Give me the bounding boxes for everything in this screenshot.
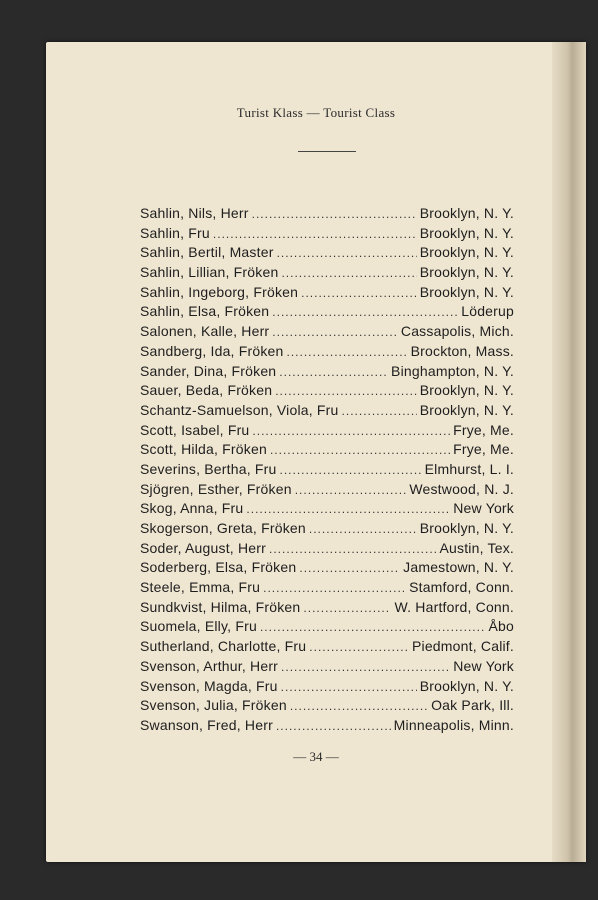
- list-item: [140, 540, 514, 560]
- leader-dots: [252, 207, 417, 221]
- passenger-destination: Elmhurst, L. I.: [424, 460, 514, 477]
- passenger-name: Sutherland, Charlotte, Fru: [140, 638, 307, 655]
- list-item: [140, 658, 514, 678]
- passenger-name: Sahlin, Nils, Herr: [140, 205, 249, 221]
- passenger-name: Steele, Emma, Fru: [140, 579, 261, 596]
- list-item: [140, 363, 514, 383]
- leader-dots: [269, 542, 437, 556]
- leader-dots: [276, 719, 391, 733]
- passenger-destination: Brooklyn, N. Y.: [419, 401, 514, 418]
- leader-dots: [301, 286, 417, 300]
- passenger-name: Svenson, Arthur, Herr: [140, 657, 279, 674]
- list-item: [140, 441, 514, 461]
- leader-dots: [281, 680, 417, 694]
- passenger-destination: Brooklyn, N. Y.: [419, 283, 514, 300]
- list-item: [140, 205, 514, 225]
- passenger-name: Sjögren, Esther, Fröken: [140, 480, 292, 497]
- passenger-destination: Åbo: [488, 618, 514, 635]
- list-item: [140, 323, 514, 343]
- leader-dots: [281, 266, 416, 280]
- list-item: [140, 244, 514, 264]
- leader-dots: [303, 601, 391, 615]
- page-gutter: [552, 42, 586, 862]
- passenger-destination: W. Hartford, Conn.: [394, 598, 514, 615]
- list-item: [140, 264, 514, 284]
- leader-dots: [213, 227, 417, 241]
- passenger-name: Swanson, Fred, Herr: [140, 716, 273, 733]
- list-item: [140, 717, 514, 737]
- passenger-destination: New York: [453, 657, 514, 674]
- passenger-destination: Frye, Me.: [453, 441, 514, 458]
- passenger-name: Skog, Anna, Fru: [140, 500, 244, 517]
- passenger-name: Skogerson, Greta, Fröken: [140, 520, 306, 536]
- passenger-name: Svenson, Magda, Fru: [140, 677, 278, 694]
- passenger-name: Scott, Isabel, Fru: [140, 421, 250, 438]
- passenger-destination: Frye, Me.: [453, 421, 514, 438]
- book-page: [46, 42, 586, 862]
- passenger-name: Suomela, Elly, Fru: [140, 618, 257, 635]
- passenger-name: Sahlin, Lillian, Fröken: [140, 264, 279, 281]
- passenger-destination: Cassapolis, Mich.: [400, 323, 514, 340]
- passenger-destination: Oak Park, Ill.: [431, 697, 514, 714]
- list-item: [140, 618, 514, 638]
- passenger-destination: Brooklyn, N. Y.: [419, 244, 514, 261]
- passenger-destination: Brooklyn, N. Y.: [419, 264, 514, 281]
- page-number: — 34 —: [293, 749, 339, 764]
- leader-dots: [252, 424, 450, 438]
- leader-dots: [277, 246, 417, 260]
- passenger-destination: Löderup: [461, 303, 514, 320]
- list-item: [140, 343, 514, 363]
- leader-dots: [272, 325, 398, 339]
- passenger-destination: Stamford, Conn.: [409, 579, 514, 596]
- leader-dots: [279, 463, 421, 477]
- leader-dots: [272, 305, 458, 319]
- list-item: [140, 461, 514, 481]
- list-item: [140, 520, 514, 540]
- passenger-name: Salonen, Kalle, Herr: [140, 323, 270, 340]
- list-item: [140, 225, 514, 245]
- passenger-name: Sahlin, Ingeborg, Fröken: [140, 283, 299, 300]
- list-item: [140, 678, 514, 698]
- leader-dots: [279, 365, 388, 379]
- passenger-name: Sandberg, Ida, Fröken: [140, 342, 284, 359]
- list-item: [140, 303, 514, 323]
- passenger-name: Scott, Hilda, Fröken: [140, 441, 267, 458]
- passenger-name: Sundkvist, Hilma, Fröken: [140, 598, 301, 615]
- passenger-name: Sahlin, Bertil, Master: [140, 244, 274, 261]
- passenger-name: Sauer, Beda, Fröken: [140, 382, 273, 399]
- passenger-destination: Westwood, N. J.: [409, 480, 514, 497]
- passenger-name: Schantz-Samuelson, Viola, Fru: [140, 401, 339, 418]
- leader-dots: [275, 384, 416, 398]
- leader-dots: [295, 483, 407, 497]
- leader-dots: [290, 699, 428, 713]
- passenger-destination: Brooklyn, N. Y.: [419, 224, 514, 241]
- passenger-destination: Jamestown, N. Y.: [403, 559, 514, 576]
- passenger-destination: Brooklyn, N. Y.: [419, 520, 514, 536]
- list-item: [140, 382, 514, 402]
- passenger-destination: Austin, Tex.: [439, 539, 514, 556]
- passenger-destination: Minneapolis, Minn.: [393, 716, 514, 733]
- header-rule: [298, 151, 356, 152]
- list-item: [140, 500, 514, 520]
- passenger-name: Sander, Dina, Fröken: [140, 362, 277, 379]
- leader-dots: [299, 561, 400, 575]
- leader-dots: [342, 404, 417, 418]
- leader-dots: [281, 660, 450, 674]
- passenger-destination: Brooklyn, N. Y.: [419, 205, 514, 221]
- list-item: [140, 638, 514, 658]
- passenger-name: Soderberg, Elsa, Fröken: [140, 559, 297, 576]
- passenger-destination: Brooklyn, N. Y.: [419, 382, 514, 399]
- passenger-name: Severins, Bertha, Fru: [140, 460, 277, 477]
- list-item: [140, 422, 514, 442]
- list-item: [140, 559, 514, 579]
- passenger-destination: Brockton, Mass.: [410, 342, 514, 359]
- list-item: [140, 402, 514, 422]
- leader-dots: [270, 443, 450, 457]
- list-item: [140, 579, 514, 599]
- list-item: [140, 697, 514, 717]
- leader-dots: [309, 522, 417, 536]
- leader-dots: [309, 640, 409, 654]
- passenger-destination: Piedmont, Calif.: [411, 638, 514, 655]
- passenger-name: Sahlin, Elsa, Fröken: [140, 303, 270, 320]
- passenger-list: [140, 205, 514, 737]
- leader-dots: [287, 345, 408, 359]
- list-item: [140, 284, 514, 304]
- list-item: [140, 481, 514, 501]
- passenger-destination: New York: [453, 500, 514, 517]
- leader-dots: [246, 502, 450, 516]
- passenger-name: Sahlin, Fru: [140, 224, 210, 241]
- passenger-name: Soder, August, Herr: [140, 539, 266, 556]
- passenger-destination: Binghampton, N. Y.: [391, 362, 514, 379]
- running-header: Turist Klass — Tourist Class: [236, 105, 396, 120]
- leader-dots: [260, 620, 486, 634]
- passenger-destination: Brooklyn, N. Y.: [419, 677, 514, 694]
- list-item: [140, 599, 514, 619]
- leader-dots: [263, 581, 406, 595]
- passenger-name: Svenson, Julia, Fröken: [140, 697, 287, 714]
